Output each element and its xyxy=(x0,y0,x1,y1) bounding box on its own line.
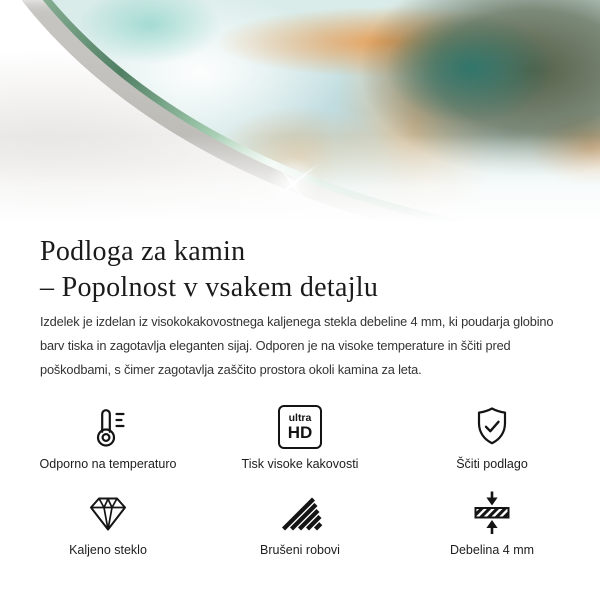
thermometer-icon xyxy=(84,403,132,451)
title-line-1: Podloga za kamin xyxy=(40,236,246,267)
feature-label: Ščiti podlago xyxy=(456,457,528,471)
feature-thickness xyxy=(396,489,588,558)
polished-edges-icon xyxy=(276,489,324,537)
product-paragraph: Izdelek je izdelan iz visokokakovostnega kaljenega stekla debeline 4 mm, ki poudarja globino barv tiska in zagotavlja eleganten sijaj. Odporen je na visoke temperature in ščiti pred poškodbami, s čimer zagotavlja zaščito prostora okoli kamina za leta. xyxy=(40,314,554,377)
feature-tempered-glass xyxy=(12,489,204,558)
description-block xyxy=(0,234,600,382)
feature-protects-floor xyxy=(396,403,588,472)
ultra-hd-icon-text-bottom: HD xyxy=(287,423,313,443)
diamond-icon xyxy=(84,489,132,537)
feature-label: Debelina 4 mm xyxy=(449,543,535,557)
feature-print-quality xyxy=(204,403,396,472)
shield-check-icon xyxy=(468,403,516,451)
photo-bottom-fade xyxy=(0,135,600,234)
product-photo-round-glass-pad xyxy=(0,0,600,234)
ultra-hd-icon xyxy=(278,403,322,451)
thickness-4mm-icon xyxy=(468,489,516,537)
ultra-hd-icon-text-top: ultra xyxy=(288,411,312,424)
feature-label: Brušeni robovi xyxy=(260,543,340,557)
feature-grid xyxy=(0,403,600,558)
feature-label: Tisk visoke kakovosti xyxy=(241,457,359,471)
feature-label: Odporno na temperaturo xyxy=(39,457,177,471)
feature-temperature-resistant xyxy=(12,403,204,472)
feature-label: Kaljeno steklo xyxy=(69,543,147,557)
page-title xyxy=(40,234,560,306)
feature-polished-edges xyxy=(204,489,396,558)
title-line-2: – Popolnost v vsakem detajlu xyxy=(40,272,379,303)
